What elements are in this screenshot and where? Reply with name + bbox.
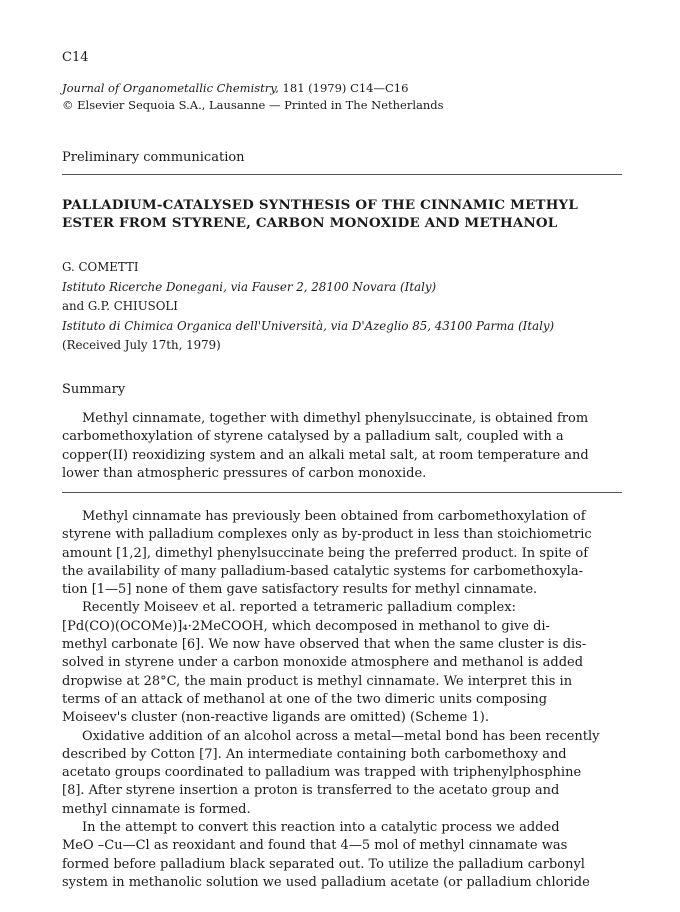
body-line: styrene with palladium complexes only as by-product in less than stoichiometric	[62, 527, 592, 543]
body-line: [Pd(CO)(OCOMe)]₄·2MeCOOH, which decomposed in methanol to give di-	[62, 618, 550, 634]
title-line: ESTER FROM STYRENE, CARBON MONOXIDE AND METHANOL	[62, 215, 558, 231]
summary-line: carbomethoxylation of styrene catalysed by a palladium salt, coupled with a	[62, 429, 564, 445]
summary-line: Methyl cinnamate, together with dimethyl phenylsuccinate, is obtained from	[82, 411, 589, 426]
author-block	[62, 258, 554, 356]
body-line: dropwise at 28°C, the main product is methyl cinnamate. We interpret this in	[62, 673, 573, 689]
page-number: C14	[62, 50, 89, 65]
body-line: Recently Moiseev et al. reported a tetrameric palladium complex:	[82, 600, 516, 616]
body-text	[62, 508, 622, 892]
summary-line: copper(II) reoxidizing system and an alkali metal salt, at room temperature and	[62, 447, 589, 463]
journal-header	[62, 80, 444, 114]
summary-line: lower than atmospheric pressures of carbon monoxide.	[62, 465, 427, 481]
author-affiliation: Istituto di Chimica Organica dell'Università, via D'Azeglio 85, 43100 Parma (Italy)	[62, 318, 555, 333]
body-line: system in methanolic solution we used palladium acetate (or palladium chloride	[62, 874, 590, 890]
author-name: G. COMETTI	[62, 260, 139, 274]
body-line: [8]. After styrene insertion a proton is transferred to the acetato group and	[62, 783, 560, 799]
body-line: Oxidative addition of an alcohol across a metal—metal bond has been recently	[82, 728, 600, 744]
summary-heading: Summary	[62, 382, 126, 397]
body-line: terms of an attack of methanol at one of the two dimeric units composing	[62, 691, 548, 707]
body-line: In the attempt to convert this reaction into a catalytic process we added	[82, 820, 560, 836]
body-line: methyl cinnamate is formed.	[62, 801, 251, 817]
body-line: amount [1,2], dimethyl phenylsuccinate being the preferred product. In spite of	[62, 545, 589, 561]
body-line: Moiseev's cluster (non-reactive ligands are omitted) (Scheme 1).	[62, 710, 489, 726]
divider	[62, 492, 622, 493]
body-line: acetato groups coordinated to palladium was trapped with triphenylphosphine	[62, 765, 582, 781]
journal-volume: 181 (1979) C14—C16	[278, 81, 409, 95]
body-line: Methyl cinnamate has previously been obtained from carbomethoxylation of	[82, 509, 586, 524]
divider	[62, 174, 622, 175]
paper-title	[62, 196, 622, 232]
body-line: MeO –Cu—Cl as reoxidant and found that 4—5 mol of methyl cinnamate was	[62, 838, 568, 854]
publisher-line: © Elsevier Sequoia S.A., Lausanne — Printed in The Netherlands	[62, 98, 444, 112]
body-line: the availability of many palladium-based catalytic systems for carbomethoxyla-	[62, 563, 583, 579]
body-line: methyl carbonate [6]. We now have observed that when the same cluster is dis-	[62, 637, 587, 653]
body-line: tion [1—5] none of them gave satisfactory results for methyl cinnamate.	[62, 582, 538, 598]
received-date: (Received July 17th, 1979)	[62, 338, 221, 352]
title-line: PALLADIUM-CATALYSED SYNTHESIS OF THE CINNAMIC METHYL	[62, 197, 578, 213]
body-line: described by Cotton [7]. An intermediate containing both carbomethoxy and	[62, 746, 567, 762]
section-heading: Preliminary communication	[62, 150, 245, 165]
journal-name: Journal of Organometallic Chemistry,	[62, 81, 279, 95]
journal-citation	[62, 80, 444, 97]
summary-text	[62, 410, 622, 483]
body-line: solved in styrene under a carbon monoxide atmosphere and methanol is added	[62, 655, 584, 671]
author-affiliation: Istituto Ricerche Donegani, via Fauser 2, 28100 Novara (Italy)	[62, 279, 437, 294]
body-line: formed before palladium black separated out. To utilize the palladium carbonyl	[62, 856, 585, 872]
author-name: and G.P. CHIUSOLI	[62, 299, 178, 313]
